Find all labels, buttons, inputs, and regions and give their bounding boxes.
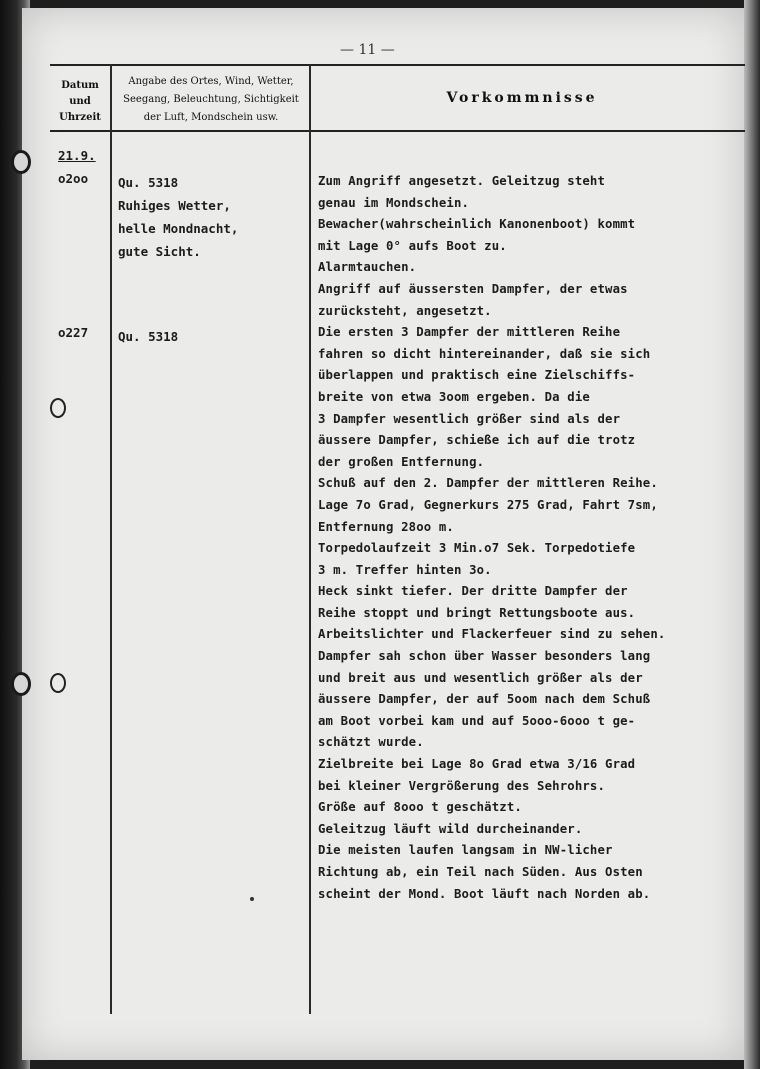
column-divider-2	[309, 64, 311, 1014]
event-line: und breit aus und wesentlich größer als der	[318, 670, 643, 685]
event-line: Lage 7o Grad, Gegnerkurs 275 Grad, Fahrt 7sm,	[318, 497, 658, 512]
event-line: Torpedolaufzeit 3 Min.o7 Sek. Torpedotiefe	[318, 541, 636, 556]
event-line: bei kleiner Vergrößerung des Sehrohrs.	[318, 778, 606, 793]
event-line: am Boot vorbei kam und auf 5ooo-6ooo t ge-	[318, 713, 636, 728]
event-line: Schuß auf den 2. Dampfer der mittleren Reihe.	[318, 476, 658, 491]
event-line: fahren so dicht hintereinander, daß sie sich	[318, 346, 651, 361]
event-line: äussere Dampfer, der auf 5oom nach dem Schuß	[318, 692, 651, 707]
event-line: Alarmtauchen.	[318, 260, 417, 275]
right-edge	[744, 0, 760, 1069]
column-divider-1	[110, 64, 112, 1014]
event-line: Reihe stoppt und bringt Rettungsboote aus.	[318, 605, 636, 620]
event-line: Größe auf 8ooo t geschätzt.	[318, 800, 522, 815]
entry-date: 21.9.	[58, 148, 96, 163]
entry-time: o2oo	[58, 171, 89, 186]
event-line: Die ersten 3 Dampfer der mittleren Reihe	[318, 325, 621, 340]
event-line: schätzt wurde.	[318, 735, 424, 750]
event-line: zurücksteht, angesetzt.	[318, 303, 492, 318]
punch-hole	[11, 150, 31, 174]
event-line: breite von etwa 3oom ergeben. Da die	[318, 389, 590, 404]
event-line: Richtung ab, ein Teil nach Süden. Aus Osten	[318, 865, 643, 879]
ink-spot	[250, 897, 254, 901]
header-bottom-rule	[50, 130, 745, 132]
event-line: Die meisten laufen langsam in NW-licher	[318, 843, 613, 858]
header-events: Vorkommnisse	[446, 90, 598, 106]
event-line: genau im Mondschein.	[318, 195, 470, 210]
event-line: Dampfer sah schon über Wasser besonders lang	[318, 649, 651, 664]
event-line: scheint der Mond. Boot läuft nach Norden ab.	[318, 886, 651, 901]
event-line: 3 m. Treffer hinten 3o.	[318, 562, 492, 577]
entry-time: o227	[58, 325, 89, 340]
event-line: Geleitzug läuft wild durcheinander.	[318, 821, 583, 836]
header-location-weather: Angabe des Ortes, Wind, Wetter, Seegang, Beleuchtung, Sichtigkeit der Luft, Mondschein usw.	[123, 76, 299, 123]
entry-location: Qu. 5318	[118, 329, 179, 344]
events-text	[318, 171, 732, 905]
event-line: mit Lage 0° aufs Boot zu.	[318, 238, 507, 253]
event-line: Zum Angriff angesetzt. Geleitzug steht	[318, 174, 606, 188]
event-line: Bewacher(wahrscheinlich Kanonenboot) kommt	[318, 217, 636, 232]
punch-hole	[11, 672, 31, 696]
header-date-time: Datum und Uhrzeit	[59, 80, 101, 123]
event-line: Angriff auf äussersten Dampfer, der etwas	[318, 281, 628, 296]
margin-mark	[50, 673, 66, 693]
event-line: der großen Entfernung.	[318, 454, 485, 469]
event-line: Entfernung 28oo m.	[318, 519, 454, 534]
event-line: Zielbreite bei Lage 8o Grad etwa 3/16 Grad	[318, 757, 636, 772]
page-number: — 11 —	[340, 42, 395, 58]
table-top-rule	[50, 64, 745, 66]
entry-location: Qu. 5318 Ruhiges Wetter, helle Mondnacht, gute Sicht.	[118, 175, 239, 259]
event-line: Heck sinkt tiefer. Der dritte Dampfer der	[318, 584, 628, 599]
event-line: 3 Dampfer wesentlich größer sind als der	[318, 411, 621, 426]
event-line: Arbeitslichter und Flackerfeuer sind zu sehen.	[318, 627, 666, 642]
margin-mark	[50, 398, 66, 418]
event-line: äussere Dampfer, schieße ich auf die trotz	[318, 433, 636, 448]
event-line: überlappen und praktisch eine Zielschiffs-	[318, 368, 636, 383]
